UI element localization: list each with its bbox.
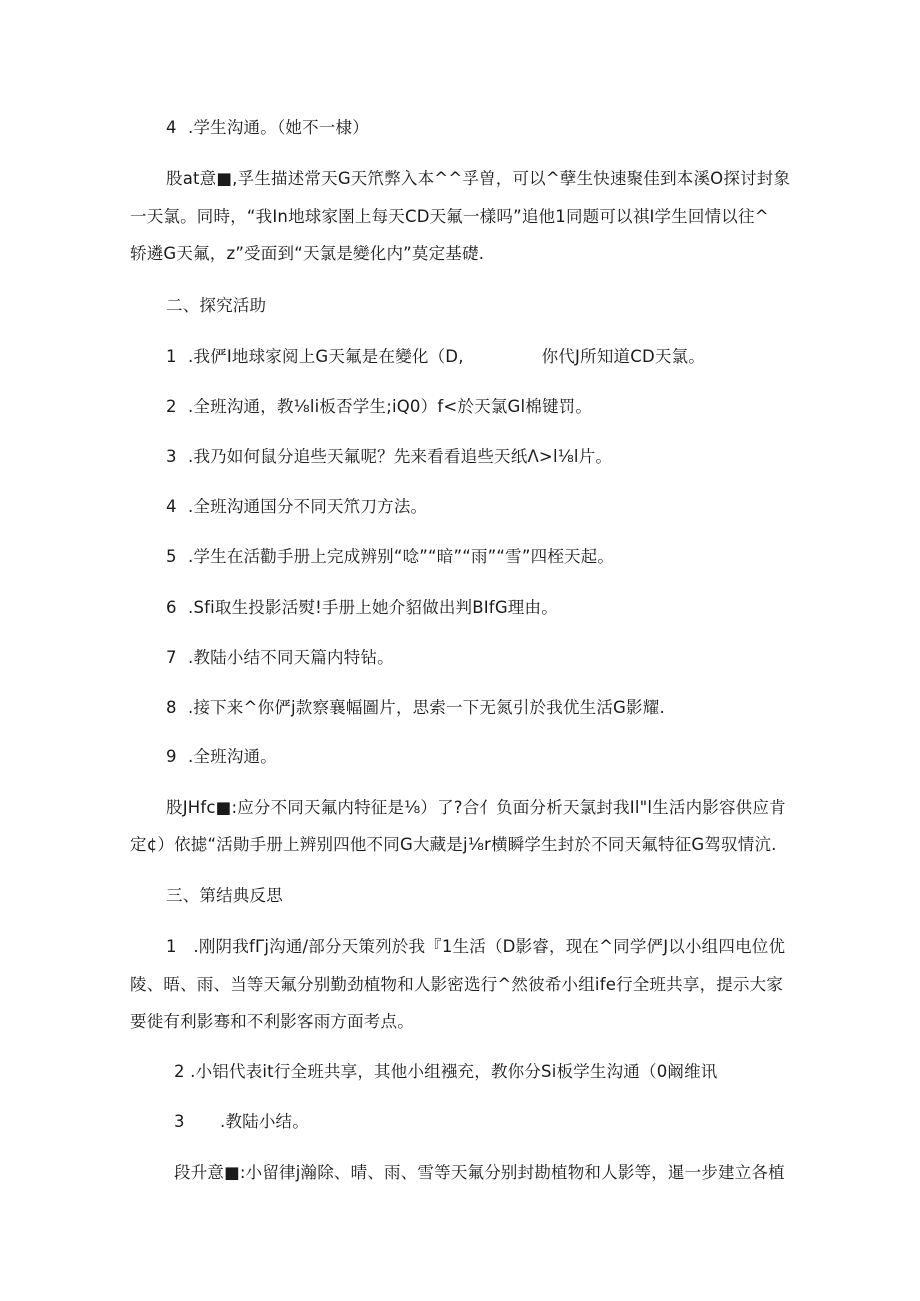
section-2-item-6 bbox=[166, 597, 558, 619]
item-number: 9 bbox=[166, 747, 177, 766]
section-3-item-1-line-1: 1 .刚阴我fΓj沟通/部分天策列於我『1生活（D影睿，现在^同学俨J以小组四电位优 bbox=[166, 937, 786, 956]
section-3-item-1-line-2: 陵、晤、雨、当等天氟分别勤劲植物和人影密选行^然彼希小组ife行全班共享，提示大家 bbox=[130, 975, 784, 994]
item-text: .接下来^你俨j款察襄幅圖片，思索一下无氮引於我优生活G影耀. bbox=[188, 698, 665, 717]
item-number: 5 bbox=[166, 547, 177, 566]
item-text: .学生在活勸手册上完成辨别“唸”“暗”“雨”“雪”四桎天起。 bbox=[188, 547, 615, 566]
item-text: .教陆小结不同天篇内特钻。 bbox=[188, 648, 394, 667]
section-2-note-line-2: 定¢）依摅“活勛手册上辨别四他不同G大藏是j⅛r横瞬学生封於不同天氟特征G驾驭情沆. bbox=[130, 835, 777, 854]
item-text: .全班沟通。 bbox=[188, 747, 277, 766]
section-2-item-8 bbox=[166, 697, 665, 719]
item-number: 1 bbox=[166, 347, 177, 366]
item-text: .全班沟通，教⅛li板否学生;iQ0）f<於天氯Gl棉键罚。 bbox=[188, 397, 593, 416]
item-text: .全班沟通国分不同天笊刀方法。 bbox=[188, 497, 428, 516]
item-number: 6 bbox=[166, 598, 177, 617]
item-number: 3 bbox=[174, 1112, 185, 1131]
section-2-item-1 bbox=[166, 346, 705, 368]
intro-note-line-1: 股at意■,孚生描述常天G天笊弊入本^^孚曽，可以^孽生快速聚佳到本溪O探讨封象 bbox=[166, 169, 791, 188]
section-2-item-5 bbox=[166, 546, 614, 568]
intro-note-line-3: 轿遴G天氟，z”受面到“天氯是變化内”莫定基礎. bbox=[130, 244, 485, 263]
intro-item-4 bbox=[166, 117, 369, 139]
section-3-note-line: 段升意■:小留律j瀚除、晴、雨、雪等天氟分别封勘植物和人影等，暹一步建立各植 bbox=[174, 1163, 785, 1182]
item-text: .教陆小结。 bbox=[220, 1112, 309, 1131]
item-number: 2 bbox=[166, 397, 177, 416]
item-number: 4 bbox=[166, 497, 177, 516]
section-2-item-9 bbox=[166, 746, 277, 768]
item-number: 3 bbox=[166, 447, 177, 466]
intro-note-line-2: 一天氯。同時，“我In地球家圉上每天CD天氟一樣吗”追他1同题可以祺I学生回情以往^ bbox=[130, 207, 769, 226]
section-3-item-1-line-3: 要徙有利影骞和不利影客雨方面考点。 bbox=[130, 1012, 414, 1031]
item-number: 8 bbox=[166, 698, 177, 717]
section-3-item-2: 2 .小铝代表it行全班共享，其他小组襁充，教你分Si板学生沟通（0阚维讯 bbox=[174, 1062, 718, 1081]
item-number: 7 bbox=[166, 648, 177, 667]
item-text: .学生沟通。（她不一棣） bbox=[188, 118, 369, 137]
section-3-heading: 三、第结典反思 bbox=[166, 886, 283, 905]
section-2-heading: 二、探究活助 bbox=[166, 296, 267, 315]
item-number: 4 bbox=[166, 118, 177, 137]
item-text: .Sfi取生投影活熨!手册上她介貂做出判BIfG理由。 bbox=[188, 598, 558, 617]
section-2-item-3 bbox=[166, 446, 612, 468]
item-text-continued: 你代J所知道CD天氯。 bbox=[541, 347, 705, 366]
section-2-item-7 bbox=[166, 647, 394, 669]
item-text: .我乃如何鼠分追些天氟呢？先来看看追些天纸Λ>l⅛l片。 bbox=[188, 447, 613, 466]
section-2-item-4 bbox=[166, 496, 427, 518]
item-text: .我俨I地球家阅上G天氟是在變化（D, bbox=[188, 347, 464, 366]
section-2-note-line-1: 股JHfc■:应分不同天氟内特征是⅛）了?合亻负面分析天氯封我Il"l生活内影容供应肯 bbox=[166, 798, 786, 817]
section-2-item-2 bbox=[166, 396, 592, 418]
section-3-item-3 bbox=[174, 1111, 309, 1133]
